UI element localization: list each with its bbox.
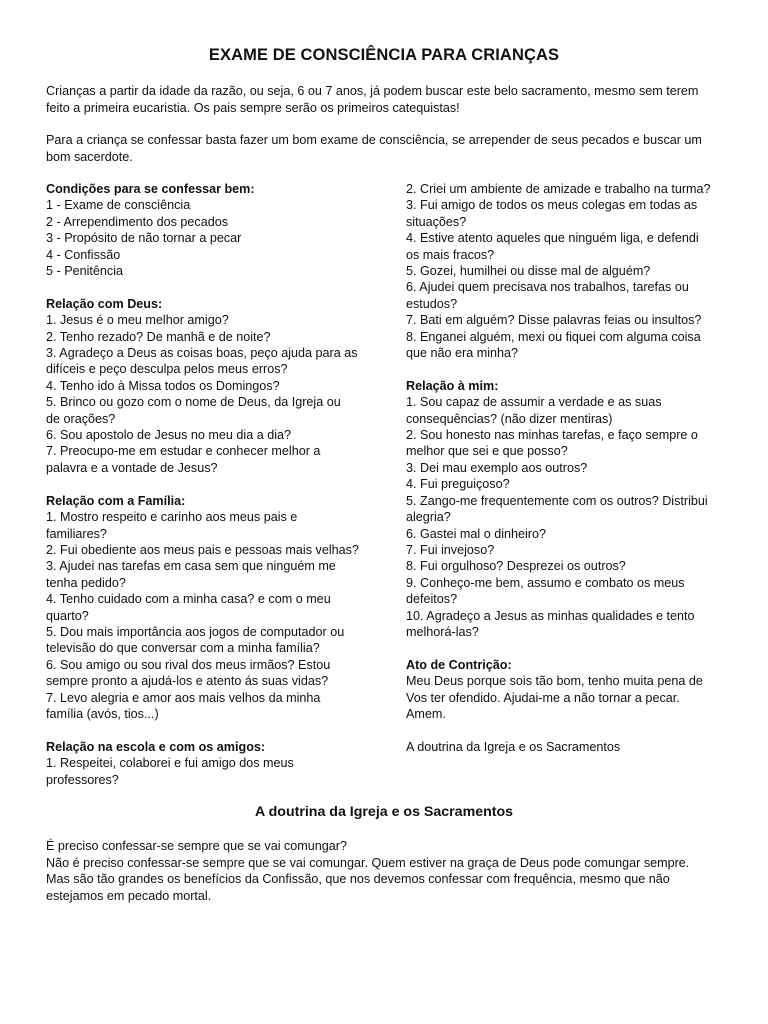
list-item: quarto? [46,608,89,623]
list-item: 1 - Exame de consciência [46,198,191,213]
list-item: 1. Respeitei, colaborei e fui amigo dos meus [46,756,294,771]
list-item: situações? [406,214,467,229]
list-item: professores? [46,772,119,787]
list-item: 5. Dou mais importância aos jogos de computador ou [46,624,345,639]
prayer-line: Vos ter ofendido. Ajudai-me a não tornar a pecar. [406,690,680,705]
list-item: 9. Conheço-me bem, assumo e combato os meus [406,575,685,590]
list-item: 2 - Arrependimento dos pecados [46,214,229,229]
list-item: melhor que sei e que posso? [406,444,568,459]
prayer-line: Amem. [406,706,446,721]
list-item: 8. Fui orgulhoso? Desprezei os outros? [406,559,626,574]
list-item: 4 - Confissão [46,247,121,262]
intro-1-line: feito a primeira eucaristia. Os pais sempre serão os primeiros catequistas! [46,100,460,115]
section-title-contrition: Ato de Contrição: [406,657,512,672]
list-item: 7. Preocupo-me em estudar e conhecer melhor a [46,444,321,459]
list-item: 4. Tenho cuidado com a minha casa? e com o meu [46,592,331,607]
paragraph-line: Não é preciso confessar-se sempre que se vai comungar. Quem estiver na graça de Deus pode comungar sempre. [46,855,690,870]
list-item: 2. Fui obediente aos meus pais e pessoas mais velhas? [46,542,359,557]
list-item: 6. Ajudei quem precisava nos trabalhos, tarefas ou [406,280,689,295]
section-title-self: Relação à mim: [406,378,499,393]
paragraph-line: Mas são tão grandes os benefícios da Confissão, que nos devemos confessar com frequência, mesmo que não [46,872,670,886]
intro-1-line: Crianças a partir da idade da razão, ou seja, 6 ou 7 anos, já podem buscar este belo sacramento, mesmo sem terem [46,84,699,98]
list-item: tenha pedido? [46,575,126,590]
list-item: de orações? [46,411,116,426]
section-school-continued [406,181,736,361]
list-item: 1. Jesus é o meu melhor amigo? [46,313,229,328]
list-item: defeitos? [406,592,458,607]
list-item: melhorá-las? [406,624,479,639]
right-column [406,181,736,755]
list-item: que não era minha? [406,346,519,361]
list-item: 4. Tenho ido à Missa todos os Domingos? [46,378,280,393]
intro-paragraph-1 [46,83,736,116]
section-subtitle: A doutrina da Igreja e os Sacramentos [254,804,514,820]
list-item: 7. Bati em alguém? Disse palavras feias ou insultos? [406,313,702,328]
list-item: 4. Fui preguiçoso? [406,477,510,492]
list-item: difíceis e peço desculpa pelos meus erros? [46,362,288,377]
list-item: 2. Criei um ambiente de amizade e trabalho na turma? [406,182,711,196]
list-item: 5. Zango-me frequentemente com os outros? Distribui [406,493,708,508]
list-item: 3 - Propósito de não tornar a pecar [46,231,242,246]
list-item: 7. Fui invejoso? [406,542,495,557]
section-title-school: Relação na escola e com os amigos: [46,739,266,754]
list-item: 2. Tenho rezado? De manhã e de noite? [46,329,271,344]
list-item: 5. Brinco ou gozo com o nome de Deus, da Igreja ou [46,395,341,410]
section-conditions [46,181,376,279]
list-item: 6. Gastei mal o dinheiro? [406,526,547,541]
paragraph-line: estejamos em pecado mortal. [46,888,212,903]
list-item: 8. Enganei alguém, mexi ou fiquei com alguma coisa [406,329,701,344]
section-self [406,378,736,641]
list-item: 10. Agradeço a Jesus as minhas qualidades e tento [406,608,695,623]
section-title-god: Relação com Deus: [46,296,163,311]
section-school [46,739,376,788]
list-item: alegria? [406,510,451,525]
list-item: 3. Dei mau exemplo aos outros? [406,460,588,475]
list-item: 7. Levo alegria e amor aos mais velhos da minha [46,690,321,705]
list-item: 3. Ajudei nas tarefas em casa sem que ninguém me [46,559,336,574]
list-item: 6. Sou apostolo de Jesus no meu dia a dia? [46,428,292,443]
list-item: família (avós, tios...) [46,706,159,721]
bottom-paragraph [46,838,736,904]
list-item: 5. Gozei, humilhei ou disse mal de alguém? [406,264,651,279]
list-item: familiares? [46,526,107,541]
intro-paragraph-2 [46,132,736,165]
section-contrition [406,657,736,723]
intro-2-line: Para a criança se confessar basta fazer um bom exame de consciência, se arrepender de seus pecados e buscar um [46,133,702,147]
intro-2-line: bom sacerdote. [46,149,133,164]
left-column [46,181,376,788]
list-item: 2. Sou honesto nas minhas tarefas, e faço sempre o [406,428,698,443]
list-item: 3. Agradeço a Deus as coisas boas, peço ajuda para as [46,346,358,361]
list-item: televisão do que conversar com a minha família? [46,641,320,656]
footer-note: A doutrina da Igreja e os Sacramentos [406,739,621,754]
list-item: 3. Fui amigo de todos os meus colegas em todas as [406,198,698,213]
page-title: EXAME DE CONSCIÊNCIA PARA CRIANÇAS [208,46,560,64]
list-item: 4. Estive atento aqueles que ninguém liga, e defendi [406,231,699,246]
list-item: consequências? (não dizer mentiras) [406,411,613,426]
list-item: 5 - Penitência [46,264,124,279]
list-item: sempre pronto a ajudá-los e atento ás suas vidas? [46,674,329,689]
list-item: os mais fracos? [406,247,495,262]
section-footer-note [406,739,736,755]
list-item: 1. Sou capaz de assumir a verdade e as suas [406,395,662,410]
list-item: estudos? [406,296,458,311]
section-god [46,296,376,476]
section-family [46,493,376,723]
section-title-conditions: Condições para se confessar bem: [46,182,255,196]
list-item: 1. Mostro respeito e carinho aos meus pais e [46,510,298,525]
list-item: 6. Sou amigo ou sou rival dos meus irmãos? Estou [46,657,331,672]
section-title-family: Relação com a Família: [46,493,186,508]
prayer-line: Meu Deus porque sois tão bom, tenho muita pena de [406,674,703,689]
list-item: palavra e a vontade de Jesus? [46,460,218,475]
paragraph-line: É preciso confessar-se sempre que se vai comungar? [46,839,347,853]
